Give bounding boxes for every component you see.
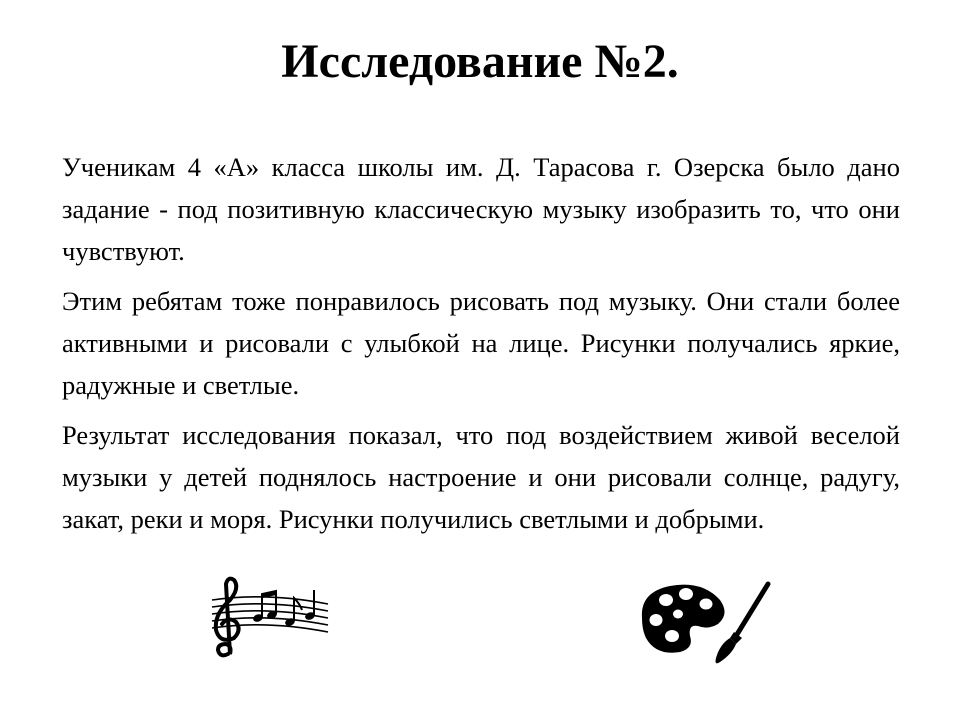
slide-body	[62, 146, 900, 548]
paragraph-task: Ученикам 4 «А» класса школы им. Д. Тарасова г. Озерска было дано задание - под позитивную классическую музыку изобразить то, что они чувствуют.	[62, 152, 900, 266]
paint-brush-icon	[716, 584, 769, 663]
palette-icon	[642, 585, 725, 653]
paint-palette-brush-icon	[636, 578, 776, 670]
treble-clef-notes-icon	[206, 574, 330, 666]
paragraph-reaction: Этим ребятам тоже понравилось рисовать под музыку. Они стали более активными и рисовали с улыбкой на лице. Рисунки получались яркие, радужные и светлые.	[62, 286, 900, 400]
slide-title: Исследование №2.	[281, 35, 679, 88]
paragraph-result: Результат исследования показал, что под воздействием живой веселой музыки у детей поднялось настроение и они рисовали солнце, радугу, закат, реки и моря. Рисунки получились светлыми и добрыми.	[62, 420, 900, 534]
treble-clef-icon	[216, 579, 239, 656]
